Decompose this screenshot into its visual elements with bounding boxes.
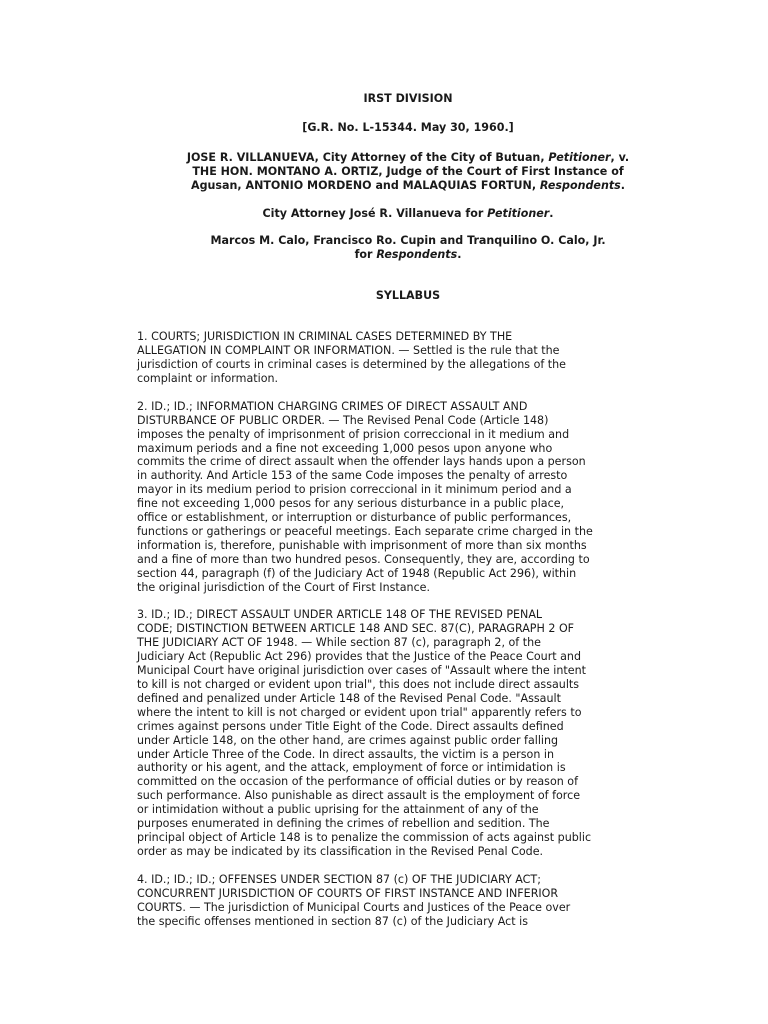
- syllabus-line: the original jurisdiction of the Court of First Instance.: [137, 580, 431, 594]
- syllabus-line: in authority. And Article 153 of the same Code imposes the penalty of arresto: [137, 469, 568, 483]
- syllabus-line: section 44, paragraph (f) of the Judiciary Act of 1948 (Republic Act 296), within: [137, 566, 577, 580]
- syllabus-line: order as may be indicated by its classification in the Revised Penal Code.: [137, 844, 544, 858]
- syllabus-paragraph-1: [137, 330, 679, 386]
- division-heading: IRST DIVISION: [363, 92, 453, 105]
- document-body: [137, 92, 679, 928]
- syllabus-line: where the intent to kill is not charged or evident upon trial" apparently refers to: [137, 705, 582, 719]
- syllabus-line: information is, therefore, punishable with imprisonment of more than six months: [137, 538, 587, 552]
- syllabus-line: functions or gatherings or peaceful meetings. Each separate crime charged in the: [137, 524, 593, 538]
- syllabus-heading: SYLLABUS: [375, 289, 441, 303]
- syllabus-line: or intimidation without a public uprising for the attainment of any of the: [137, 803, 539, 817]
- syllabus-line: maximum periods and a fine not exceeding 1,000 pesos upon anyone who: [137, 441, 553, 455]
- syllabus-line: Municipal Court have original jurisdiction over cases of "Assault where the intent: [137, 664, 586, 678]
- syllabus-line: to kill is not charged or evident upon trial", this does not include direct assaults: [137, 678, 580, 691]
- respondents-role: Respondents: [539, 178, 621, 192]
- syllabus-line: Judiciary Act (Republic Act 296) provides that the Justice of the Peace Court and: [137, 650, 582, 664]
- syllabus-line: DISTURBANCE OF PUBLIC ORDER. — The Revised Penal Code (Article 148): [137, 413, 549, 427]
- case-number: [G.R. No. L-15344. May 30, 1960.]: [302, 120, 514, 134]
- counsel-respondents-role: Respondents: [376, 248, 458, 262]
- counsel-respondents-line-2: for Respondents.: [354, 248, 462, 262]
- parties-line-3: Agusan, ANTONIO MORDENO and MALAQUIAS FORTUN, Respondents.: [191, 178, 625, 192]
- syllabus-line: under Article 148, on the other hand, are crimes against public order falling: [137, 733, 559, 747]
- syllabus-line: under Article Three of the Code. In direct assaults, the victim is a person in: [137, 747, 554, 761]
- syllabus-paragraph-2: [137, 400, 679, 595]
- counsel-respondents: [137, 234, 679, 262]
- parties-line-2: THE HON. MONTANO A. ORTIZ, Judge of the Court of First Instance of: [192, 164, 624, 178]
- syllabus-line: ALLEGATION IN COMPLAINT OR INFORMATION. — Settled is the rule that the: [137, 344, 560, 358]
- syllabus-line: COURTS. — The jurisdiction of Municipal Courts and Justices of the Peace over: [137, 900, 571, 914]
- syllabus-line: 2. ID.; ID.; INFORMATION CHARGING CRIMES OF DIRECT ASSAULT AND: [137, 399, 528, 413]
- petitioner-role: Petitioner: [548, 150, 611, 164]
- syllabus-line: crimes against persons under Title Eight of the Code. Direct assaults defined: [137, 719, 564, 733]
- syllabus-line: committed on the occasion of the performance of official duties or by reason of: [137, 775, 578, 789]
- syllabus-paragraph-3: [137, 608, 679, 858]
- syllabus-line: complaint or information.: [137, 371, 279, 385]
- syllabus-line: fine not exceeding 1,000 pesos for any serious disturbance in a public place,: [137, 497, 565, 511]
- syllabus-line: such performance. Also punishable as direct assault is the employment of force: [137, 789, 581, 803]
- syllabus-line: the specific offenses mentioned in section 87 (c) of the Judiciary Act is: [137, 914, 528, 928]
- counsel-petitioner-role: Petitioner: [487, 206, 550, 220]
- counsel-petitioner: City Attorney José R. Villanueva for Petitioner.: [262, 206, 554, 220]
- syllabus-paragraph-4: [137, 873, 679, 929]
- syllabus-line: CONCURRENT JURISDICTION OF COURTS OF FIRST INSTANCE AND INFERIOR: [137, 886, 559, 900]
- syllabus-line: and a fine of more than two hundred pesos. Consequently, they are, according to: [137, 552, 590, 566]
- syllabus-line: CODE; DISTINCTION BETWEEN ARTICLE 148 AND SEC. 87(C), PARAGRAPH 2 OF: [137, 622, 575, 636]
- syllabus-line: purposes enumerated in defining the crimes of rebellion and sedition. The: [137, 817, 550, 831]
- syllabus-line: 1. COURTS; JURISDICTION IN CRIMINAL CASES DETERMINED BY THE: [137, 330, 513, 344]
- syllabus-line: office or establishment, or interruption or disturbance of public performances,: [137, 511, 572, 525]
- syllabus-line: defined and penalized under Article 148 of the Revised Penal Code. "Assault: [137, 691, 561, 705]
- syllabus-line: mayor in its medium period to prision correccional in it minimum period and a: [137, 483, 572, 497]
- syllabus-line: THE JUDICIARY ACT OF 1948. — While section 87 (c), paragraph 2, of the: [137, 636, 541, 650]
- parties-line-1: JOSE R. VILLANUEVA, City Attorney of the City of Butuan, Petitioner, v.: [186, 150, 630, 164]
- case-parties: [137, 151, 679, 193]
- syllabus-line: 3. ID.; ID.; DIRECT ASSAULT UNDER ARTICLE 148 OF THE REVISED PENAL: [137, 608, 543, 622]
- syllabus-line: commits the crime of direct assault when the offender lays hands upon a person: [137, 455, 586, 469]
- counsel-respondents-line-1: Marcos M. Calo, Francisco Ro. Cupin and Tranquilino O. Calo, Jr.: [210, 234, 606, 248]
- syllabus-line: authority or his agent, and the attack, employment of force or intimidation is: [137, 761, 566, 775]
- syllabus-line: jurisdiction of courts in criminal cases is determined by the allegations of the: [137, 357, 566, 371]
- syllabus-line: imposes the penalty of imprisonment of prision correccional in it medium and: [137, 427, 570, 441]
- syllabus-line: 4. ID.; ID.; ID.; OFFENSES UNDER SECTION 87 (c) OF THE JUDICIARY ACT;: [137, 872, 541, 886]
- syllabus-line: principal object of Article 148 is to penalize the commission of acts against public: [137, 830, 592, 844]
